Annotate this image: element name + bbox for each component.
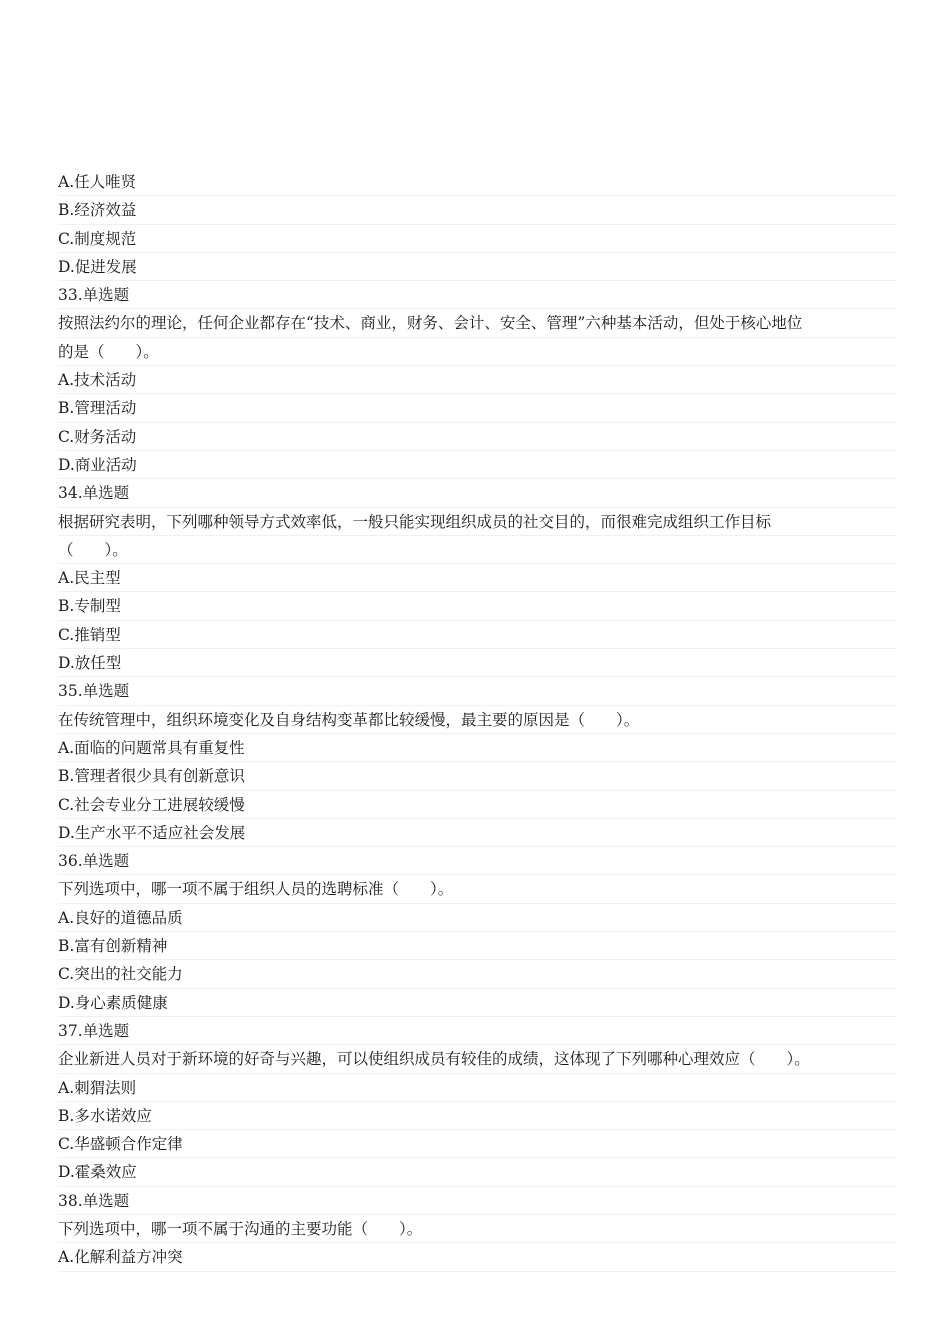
- question-header: 38.单选题: [58, 1187, 896, 1215]
- option-line: C.制度规范: [58, 225, 896, 253]
- option-line: C.社会专业分工进展较缓慢: [58, 791, 896, 819]
- question-stem: （ ）。: [58, 536, 896, 564]
- option-line: B.管理活动: [58, 394, 896, 422]
- option-line: B.经济效益: [58, 196, 896, 224]
- option-line: C.推销型: [58, 621, 896, 649]
- option-line: B.富有创新精神: [58, 932, 896, 960]
- question-stem: 的是（ ）。: [58, 338, 896, 366]
- question-stem: 下列选项中，哪一项不属于沟通的主要功能（ ）。: [58, 1215, 896, 1243]
- option-line: A.民主型: [58, 564, 896, 592]
- question-stem: 下列选项中，哪一项不属于组织人员的选聘标准（ ）。: [58, 875, 896, 903]
- question-header: 33.单选题: [58, 281, 896, 309]
- question-header: 36.单选题: [58, 847, 896, 875]
- option-line: A.面临的问题常具有重复性: [58, 734, 896, 762]
- question-header: 34.单选题: [58, 479, 896, 507]
- option-line: D.商业活动: [58, 451, 896, 479]
- question-stem: 在传统管理中，组织环境变化及自身结构变革都比较缓慢，最主要的原因是（ ）。: [58, 706, 896, 734]
- option-line: A.化解利益方冲突: [58, 1243, 896, 1271]
- exam-page: [0, 168, 950, 1272]
- option-line: D.身心素质健康: [58, 989, 896, 1017]
- question-stem: 根据研究表明，下列哪种领导方式效率低，一般只能实现组织成员的社交目的，而很难完成组织工作目标: [58, 508, 896, 536]
- question-stem: 按照法约尔的理论，任何企业都存在“技术、商业，财务、会计、安全、管理”六种基本活动，但处于核心地位: [58, 309, 896, 337]
- option-line: D.促进发展: [58, 253, 896, 281]
- option-line: C.财务活动: [58, 423, 896, 451]
- question-stem: 企业新进人员对于新环境的好奇与兴趣，可以使组织成员有较佳的成绩，这体现了下列哪种心理效应（ ）。: [58, 1045, 896, 1073]
- option-line: A.技术活动: [58, 366, 896, 394]
- option-line: A.任人唯贤: [58, 168, 896, 196]
- question-header: 37.单选题: [58, 1017, 896, 1045]
- option-line: B.多水诺效应: [58, 1102, 896, 1130]
- option-line: B.管理者很少具有创新意识: [58, 762, 896, 790]
- option-line: B.专制型: [58, 592, 896, 620]
- option-line: D.生产水平不适应社会发展: [58, 819, 896, 847]
- option-line: D.霍桑效应: [58, 1158, 896, 1186]
- option-line: A.良好的道德品质: [58, 904, 896, 932]
- option-line: D.放任型: [58, 649, 896, 677]
- option-line: A.刺猬法则: [58, 1074, 896, 1102]
- question-header: 35.单选题: [58, 677, 896, 705]
- option-line: C.华盛顿合作定律: [58, 1130, 896, 1158]
- option-line: C.突出的社交能力: [58, 960, 896, 988]
